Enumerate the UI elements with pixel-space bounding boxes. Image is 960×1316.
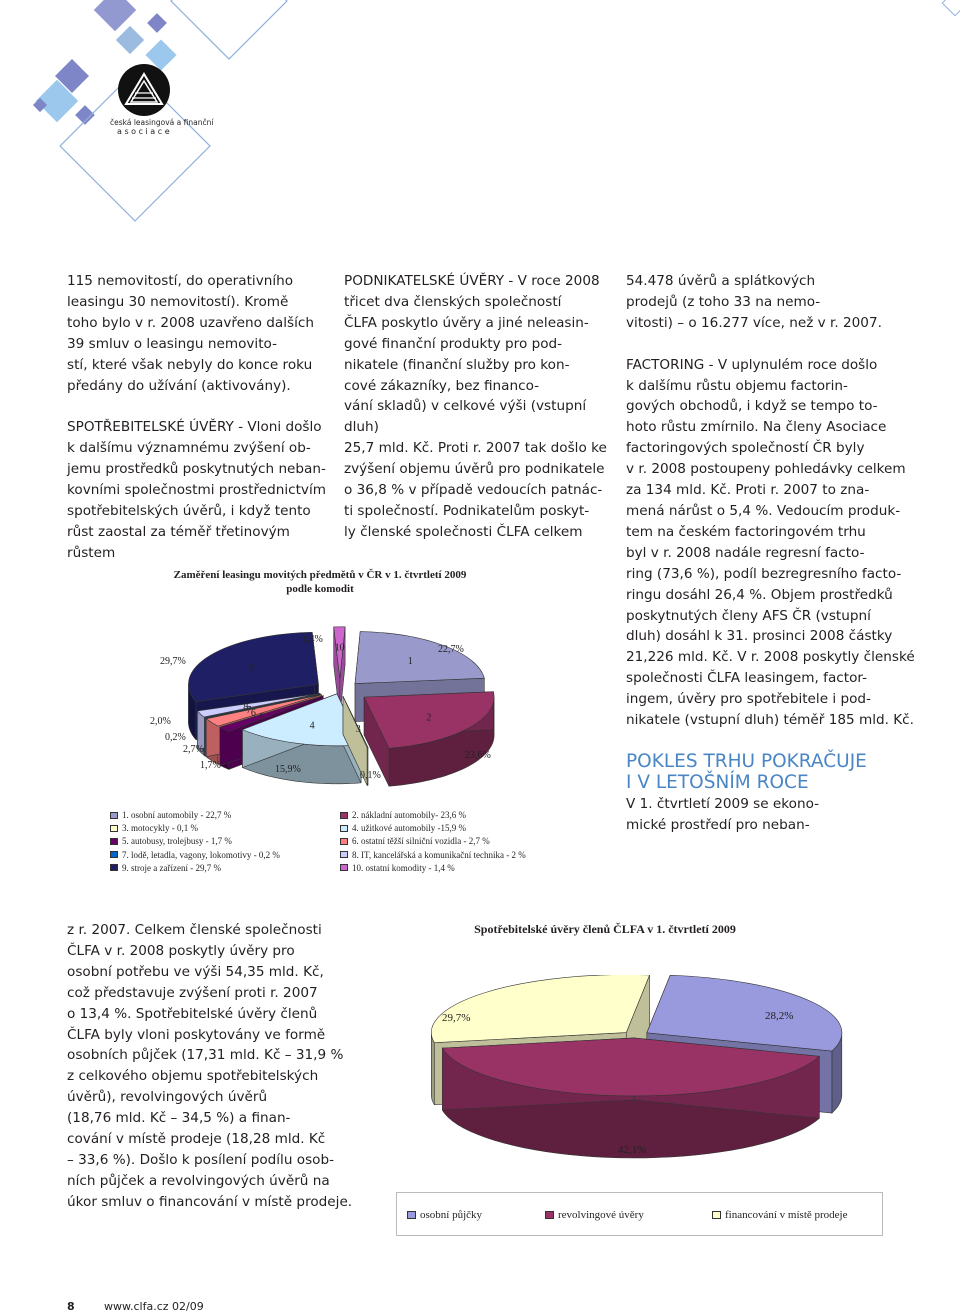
- chart2-legend: [396, 1192, 883, 1236]
- legend-label: 8. IT, kancelářská a komunikační technika - 2 %: [352, 849, 526, 860]
- chart1-slice-index-10: 10: [334, 642, 345, 654]
- chart1-pct-label-10: 1,4%: [302, 634, 323, 645]
- chart2-pie: [400, 975, 870, 1175]
- chart1-pct-label-7: 0,2%: [165, 732, 186, 743]
- chart1-legend-item-9: [110, 863, 221, 873]
- chart1-slice-index-1: 1: [407, 656, 413, 668]
- legend-swatch: [340, 812, 348, 819]
- legend-swatch: [110, 825, 118, 832]
- legend-label: 1. osobní automobily - 22,7 %: [122, 810, 232, 820]
- chart1-pct-label-4: 15,9%: [275, 764, 301, 775]
- column2-top-text: PODNIKATELSKÉ ÚVĚRY - V roce 2008 třicet dva členských společností ČLFA poskytlo úvěry a jiné neleasin- gové finanční produkty pro pod- nikatele (finanční služby pro kon- cové zákazníky, bez financo- vání skladů) v celkové výši (vstupní dluh) 25,7 mld. Kč. Proti r. 2007 tak došlo ke zvýšení objemu úvěrů pro podnikatele o 36,8 % v případě vedoucích patnác- ti společností. Podnikatelům poskyt- ly členské společnosti ČLFA celkem: [344, 273, 607, 540]
- legend-swatch: [712, 1211, 721, 1219]
- chart1-legend-item-8: [340, 850, 526, 860]
- chart1-legend-item-7: [110, 850, 280, 860]
- legend-swatch: [110, 812, 118, 819]
- legend-label: 5. autobusy, trolejbusy - 1,7 %: [122, 836, 232, 847]
- chart1-pct-label-8: 2,0%: [150, 716, 171, 727]
- chart2-legend-item-1: [407, 1209, 482, 1221]
- legend-label: osobní půjčky: [420, 1209, 483, 1221]
- chart1-pct-label-6: 2,7%: [183, 744, 204, 755]
- chart1-legend-item-2: [340, 810, 466, 820]
- chart1-legend-item-10: [340, 863, 455, 873]
- chart2-legend-item-2: [545, 1209, 644, 1221]
- legend-swatch: [110, 864, 118, 871]
- legend-label: 7. lodě, letadla, vagony, lokomotivy - 0,2 %: [122, 849, 280, 860]
- chart1-slice-index-9: 9: [248, 662, 254, 674]
- legend-label: revolvingové úvěry: [558, 1209, 644, 1221]
- chart1-legend-item-6: [340, 836, 490, 846]
- chart2-legend-item-3: [712, 1209, 848, 1221]
- column3-top-text: 54.478 úvěrů a splátkových prodejů (z toho 33 na nemo- vitosti) – o 16.277 více, než v r. 2007. FACTORING - V uplynulém roce došlo k dalšímu růstu objemu factorin- gových obchodů, i když se tempo to- hoto růstu zmírnilo. Na členy Asociace factoringových společností ČR byly v r. 2008 postoupeny pohledávky celkem za 134 mld. Kč. Proti r. 2007 to zna- mená nárůst o 5,4 %. Vedoucím produk- tem na českém factoringovém trhu byl v r. 2008 nadále regresní facto- ring (73,6 %), podíl bezregresního facto- ringu dosáhl 26,4 %. Objem prostředků poskytnutých členy AFS ČR (vstupní dluh) dosáhl k 31. prosinci 2008 částky 21,226 mld. Kč. V r. 2008 poskytly členské společnosti ČLFA leasingem, factor- ingem, úvěry pro spotřebitele i pod- nikatele (vstupní dluh) téměř 185 mld. Kč.: [626, 273, 915, 729]
- chart1-slice-index-3: 3: [355, 723, 361, 735]
- column1-bottom-text: z r. 2007. Celkem členské společnosti ČLFA v r. 2008 poskytly úvěry pro osobní potřebu ve výši 54,35 mld. Kč, což představuje zvýšení proti r. 2007 o 13,4 %. Spotřebitelské úvěry členů ČLFA byly vloni poskytovány ve formě osobních půjček (17,31 mld. Kč – 31,9 % z celkového objemu spotřebitelských úvěrů), revolvingových úvěrů (18,76 mld. Kč – 34,5 %) a finan- cování v místě prodeje (18,28 mld. Kč – 33,6 %). Došlo k posílení podílu osob- ních půjček a revolvingových úvěrů na úkor smluv o financování v místě prodeje.: [67, 922, 353, 1210]
- chart1-legend-item-4: [340, 823, 466, 833]
- chart1-legend-item-5: [110, 836, 232, 846]
- slice-2: [442, 1038, 819, 1158]
- chart1-title: Zaměření leasingu movitých předmětů v ČR v 1. čtvrtletí 2009 podle komodit: [173, 569, 467, 595]
- chart1-pct-label-9: 29,7%: [160, 656, 186, 667]
- legend-swatch: [340, 864, 348, 871]
- column3-after-heading-text: V 1. čtvrtletí 2009 se ekono- mické prostředí pro neban-: [626, 796, 820, 833]
- chart2-title: Spotřebitelské úvěry členů ČLFA v 1. čtvrtletí 2009: [474, 922, 736, 936]
- page-number: 8: [67, 1300, 75, 1313]
- legend-swatch: [340, 838, 348, 845]
- chart1-pie: [110, 600, 590, 800]
- logo-text-line1: česká leasingová a finanční: [110, 118, 214, 127]
- legend-label: 9. stroje a zařízení - 29,7 %: [122, 862, 221, 873]
- chart2-pct-label-3: 29,7%: [442, 1012, 471, 1024]
- legend-swatch: [110, 838, 118, 845]
- chart1-legend: [110, 810, 582, 876]
- legend-swatch: [407, 1211, 416, 1219]
- legend-label: 3. motocykly - 0,1 %: [122, 823, 198, 834]
- chart1-pct-label-3: 0,1%: [360, 770, 381, 781]
- chart1-legend-item-1: [110, 810, 231, 820]
- legend-label: 4. užitkové automobily -15,9 %: [352, 823, 466, 834]
- chart1-pct-label-5: 1,7%: [200, 760, 221, 771]
- legend-label: 10. ostatní komodity - 1,4 %: [352, 862, 455, 873]
- footer-site: www.clfa.cz 02/09: [104, 1300, 204, 1313]
- slice-2: [364, 692, 494, 787]
- legend-label: financování v místě prodeje: [725, 1209, 848, 1221]
- chart1-slice-index-2: 2: [426, 712, 432, 724]
- decorative-pattern: [0, 0, 960, 260]
- chart1-pct-label-1: 22,7%: [438, 644, 464, 655]
- chart1-slice-index-4: 4: [309, 720, 315, 732]
- legend-swatch: [340, 851, 348, 858]
- legend-swatch: [340, 825, 348, 832]
- chart1-slice-index-5: 5: [259, 712, 265, 724]
- legend-swatch: [545, 1211, 554, 1219]
- chart2-pct-label-1: 28,2%: [765, 1010, 794, 1022]
- chart1-slice-index-7: 7: [246, 704, 252, 716]
- logo-mark: [118, 64, 170, 116]
- chart1-slice-index-6: 6: [250, 708, 256, 719]
- logo-text-line2: a s o c i a c e: [117, 127, 170, 136]
- logo-triangle-icon: [118, 64, 170, 116]
- section-heading: POKLES TRHU POKRAČUJE I V LETOŠNÍM ROCE: [626, 751, 867, 793]
- chart1-legend-item-3: [110, 823, 198, 833]
- legend-label: 2. nákladní automobily- 23,6 %: [352, 810, 466, 820]
- legend-label: 6. ostatní těžší silniční vozidla - 2,7 %: [352, 836, 490, 847]
- chart1-slice-index-8: 8: [243, 702, 249, 714]
- chart2-pct-label-2: 42,1%: [618, 1144, 647, 1156]
- legend-swatch: [110, 851, 118, 858]
- chart1-pct-label-2: 23,6%: [465, 750, 491, 761]
- column1-top-text: 115 nemovitostí, do operativního leasingu 30 nemovitostí). Kromě toho bylo v r. 2008 uzavřeno dalších 39 smluv o leasingu nemovito- stí, které však nebyly do konce roku předány do užívání (aktivovány). SPOTŘEBITELSKÉ ÚVĚRY - Vloni došlo k dalšímu významnému zvýšení ob- jemu prostředků poskytnutých neban- kovními společnostmi prostřednictvím spotřebitelských úvěrů, i když tento růst zaostal za téměř třetinovým růstem: [67, 273, 326, 561]
